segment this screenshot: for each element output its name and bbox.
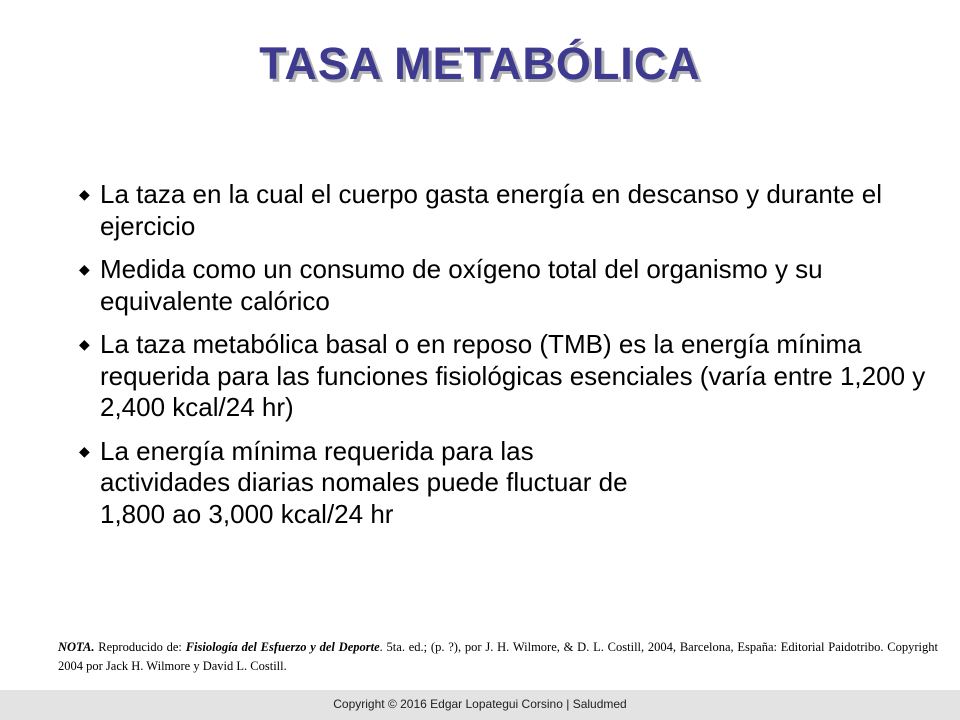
bullet-item <box>78 254 928 317</box>
bullet-text: La taza metabólica basal o en reposo (TMB) es la energía mínima requerida para las funciones fisiológicas esenciales (varía entre 1,200 y 2,400 kcal/24 hr) <box>100 329 926 422</box>
diamond-bullet-icon: ◆ <box>79 186 90 202</box>
slide-title: TASA METABÓLICA <box>259 38 701 89</box>
bullet-item <box>78 436 645 531</box>
diamond-bullet-icon: ◆ <box>79 442 90 459</box>
note-text-before: Reproducido de: <box>98 640 182 654</box>
note-label: NOTA. <box>58 640 95 654</box>
note-book-title: Fisiología del Esfuerzo y del Deporte <box>185 640 380 654</box>
bullet-text: Medida como un consumo de oxígeno total del organismo y su equivalente calórico <box>100 254 823 316</box>
bullet-text: La energía mínima requerida para las actividades diarias nomales puede fluctuar de 1,800 ao 3,000 kcal/24 hr <box>100 435 628 529</box>
source-note <box>58 638 938 676</box>
bullet-text: La taza en la cual el cuerpo gasta energía en descanso y durante el ejercicio <box>100 179 882 241</box>
bullet-list <box>78 179 928 542</box>
bullet-item <box>78 179 928 242</box>
copyright-text: Copyright © 2016 Edgar Lopategui Corsino | Saludmed <box>333 697 627 711</box>
note-text-after: . 5ta. ed.; (p. ?), por J. H. Wilmore, & D. L. Costill, 2004, Barcelona, España: Editorial Paidotribo. Copyright 2004 por Jack H. Wilmore y David L. Costill. <box>58 640 939 673</box>
diamond-bullet-icon: ◆ <box>79 261 90 277</box>
footer-bar <box>0 690 960 720</box>
bullet-item <box>78 329 928 424</box>
diamond-bullet-icon: ◆ <box>79 336 90 352</box>
